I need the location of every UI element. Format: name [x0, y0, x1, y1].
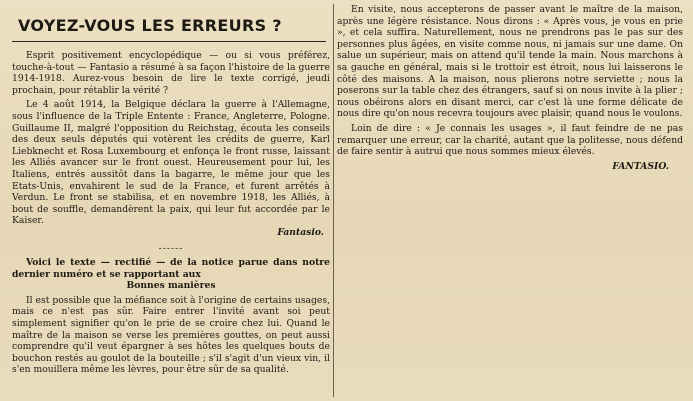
article-title: VOYEZ-VOUS LES ERREURS ? — [18, 16, 282, 35]
history-paragraph: Le 4 août 1914, la Belgique déclara la guerre à l'Allemagne, sous l'influence de la Triple Entente : France, Angleterre, Pologne. Guillaume II, malgré l'opposition du Reichstag, écouta les conseils des deux seuls députés qui votèrent les crédits de guerre, Karl Liebknecht et Rosa Luxembourg et enfonça le front russe, laissant les Alliés avancer sur le front ouest. Heureusement pour lui, les Italiens, entrés aussitôt dans la bagarre, le même jour que les Etats-Unis, envahirent le sud de la France, et furent arrêtés à Verdun. Le front se stabilisa, et en novembre 1918, les Alliés, à bout de souffle, demandèrent la paix, qui leur fut accordée par le Kaiser. — [12, 99, 330, 227]
title-underline — [12, 41, 326, 42]
intro-paragraph: Esprit positivement encyclopédique — ou si vous préférez, touche-à-tout — Fantasio a résumé à sa façon l'histoire de la guerre 1914-1918. Aurez-vous besoin de lire le texte corrigé, jeudi prochain, pour rétablir la vérité ? — [12, 50, 330, 96]
correction-paragraph-2: En visite, nous accepterons de passer avant le maître de la maison, après une légère résistance. Nous dirons : « Après vous, je vous en prie », et cela suffira. Naturellement, nous ne prendrons pas le pas sur des personnes plus âgées, en visite comme nous, ni jamais sur une dame. On salue un supérieur, mais on attend qu'il tende la main. Nous marchons à sa gauche en général, mais si le trottoir est étroit, nous lui laisserons le côté des maisons. A la maison, nous plierons notre serviette ; nous la poserons sur la table chez des étrangers, sauf si on nous invite à la plier ; nous obéirons alors en disant merci, car c'est là une forme délicate de nous dire qu'on nous recevra toujours avec plaisir, quand nous le voulons. — [337, 4, 683, 120]
section-separator: ------ — [158, 242, 184, 254]
correction-intro: Voici le texte — rectifié — de la notice parue dans notre dernier numéro et se rapportant aux — [12, 257, 330, 280]
signature-fantasio: Fantasio. — [277, 226, 324, 238]
left-column — [12, 0, 330, 401]
right-column — [337, 0, 683, 401]
correction-paragraph-3: Loin de dire : « Je connais les usages », il faut feindre de ne pas remarquer une erreur, car la charité, autant que la politesse, nous défend de faire sentir à autrui que nous sommes mieux élevés. — [337, 122, 683, 158]
column-divider — [333, 4, 334, 397]
correction-paragraph-1: Il est possible que la méfiance soit à l'origine de certains usages, mais ce n'est pas sûr. Faire entrer l'invité avant soi peut simplement signifier qu'on le prie de se croire chez lui. Quand le maître de la maison se verse les premières gouttes, on peut aussi comprendre qu'il veut épargner à ses hôtes les quelques bouts de bouchon restés au goulot de la bouteille ; s'il s'agit d'un vieux vin, il s'en mouillera même les lèvres, pour être sûr de sa qualité. — [12, 294, 330, 376]
signature-fantasio-caps: FANTASIO. — [612, 160, 669, 172]
correction-title: Bonnes manières — [126, 280, 216, 292]
